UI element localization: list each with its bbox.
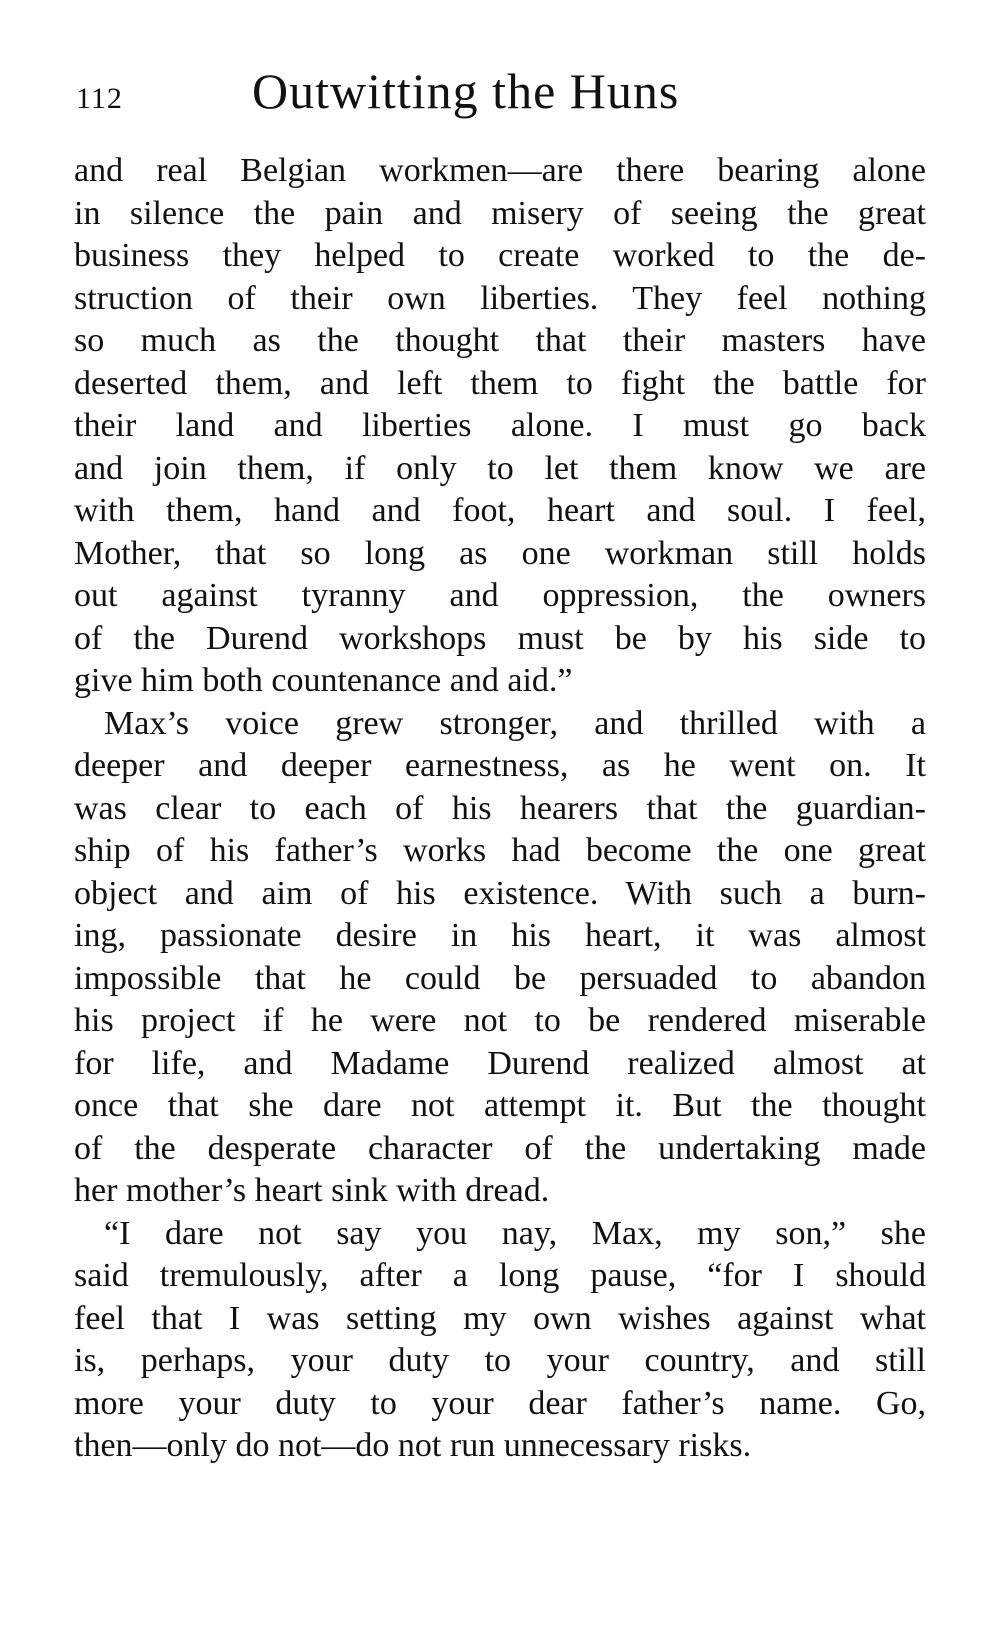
running-head <box>74 62 924 122</box>
text-line: struction of their own liberties. They feel nothing <box>74 279 926 317</box>
text-line: and real Belgian workmen—are there bearing alone <box>74 152 926 189</box>
text-line: her mother’s heart sink with dread. <box>74 1172 550 1209</box>
text-line: ship of his father’s works had become the one great <box>74 832 926 869</box>
text-line: object and aim of his existence. With such a burn- <box>74 874 926 912</box>
text-line: and join them, if only to let them know we are <box>74 449 926 487</box>
text-line: deeper and deeper earnestness, as he went on. It <box>74 747 926 784</box>
text-line: was clear to each of his hearers that the guardian- <box>74 789 926 827</box>
body-text <box>74 150 926 1468</box>
text-line: so much as the thought that their masters have <box>74 322 926 359</box>
text-line: give him both countenance and aid.” <box>74 662 573 699</box>
text-line: feel that I was setting my own wishes against what <box>74 1299 926 1337</box>
text-line: “I dare not say you nay, Max, my son,” she <box>104 1214 926 1252</box>
text-line: deserted them, and left them to fight the battle for <box>74 364 926 402</box>
text-line: business they helped to create worked to the de- <box>74 237 926 274</box>
page-number: 112 <box>76 82 123 115</box>
paragraph-1 <box>74 150 926 703</box>
text-line: Max’s voice grew stronger, and thrilled with a <box>104 704 926 742</box>
text-line: is, perhaps, your duty to your country, and still <box>74 1342 926 1379</box>
paragraph-3 <box>74 1213 926 1468</box>
text-line: then—only do not—do not run unnecessary risks. <box>74 1427 752 1464</box>
text-line: his project if he were not to be rendered miserable <box>74 1002 926 1039</box>
text-line: with them, hand and foot, heart and soul. I feel, <box>74 492 926 529</box>
text-line: ing, passionate desire in his heart, it was almost <box>74 917 926 954</box>
text-line: said tremulously, after a long pause, “for I should <box>74 1257 926 1294</box>
text-line: in silence the pain and misery of seeing the great <box>74 194 926 232</box>
text-line: for life, and Madame Durend realized almost at <box>74 1044 926 1082</box>
text-line: impossible that he could be persuaded to abandon <box>74 959 926 997</box>
text-line: of the desperate character of the undertaking made <box>74 1129 926 1167</box>
text-line: more your duty to your dear father’s name. Go, <box>74 1384 926 1422</box>
text-line: Mother, that so long as one workman still holds <box>74 534 926 572</box>
running-title: Outwitting the Huns <box>252 63 680 119</box>
paragraph-2 <box>74 703 926 1213</box>
text-line: out against tyranny and oppression, the owners <box>74 577 926 614</box>
text-line: once that she dare not attempt it. But the thought <box>74 1087 926 1124</box>
text-line: their land and liberties alone. I must go back <box>74 407 926 444</box>
text-line: of the Durend workshops must be by his side to <box>74 619 926 657</box>
